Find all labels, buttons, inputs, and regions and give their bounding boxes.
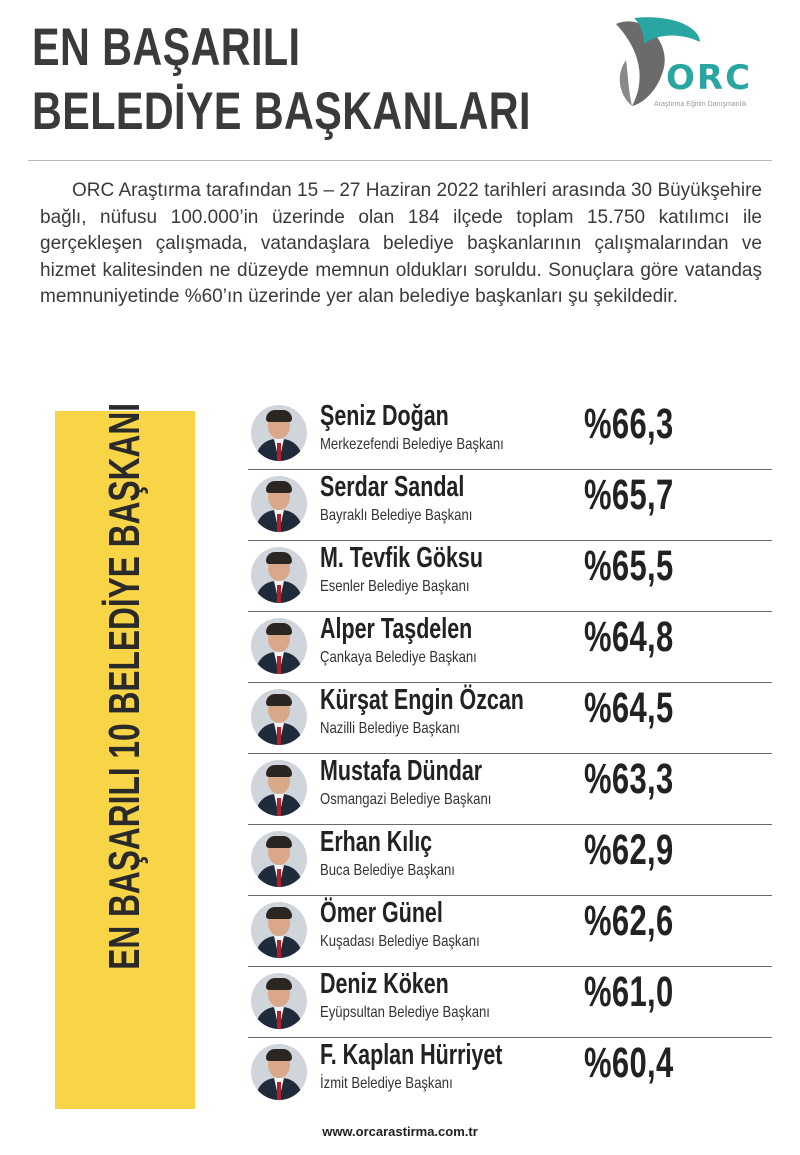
mayor-title: Bayraklı Belediye Başkanı [320,507,473,524]
avatar [251,689,307,745]
mayor-name: F. Kaplan Hürriyet [320,1039,503,1071]
mayor-name: M. Tevfik Göksu [320,542,483,574]
logo-tagline: Araştırma Eğitim Danışmanlık [654,101,747,108]
mayor-name: Mustafa Dündar [320,755,483,787]
avatar [251,831,307,887]
avatar [251,1044,307,1100]
avatar [251,760,307,816]
mayor-score: %63,3 [584,755,674,803]
list-item [248,895,772,967]
page-title [32,16,531,144]
title-line-1: EN BAŞARILI [32,18,301,77]
logo-wordmark: ORC [666,58,753,98]
list-item [248,753,772,825]
list-item [248,398,772,470]
mayor-score: %62,9 [584,826,674,874]
mayor-title: Eyüpsultan Belediye Başkanı [320,1004,490,1021]
mayor-score: %64,5 [584,684,674,732]
intro-paragraph: ORC Araştırma tarafından 15 – 27 Haziran 2022 tarihleri arasında 30 Büyükşehire bağlı, nüfusu 100.000’in üzerinde olan 184 ilçede toplam 15.750 katılımcı ile gerçekleşen çalışmada, vatandaşlara belediye başkanlarının çalışmalarından ve hizmet kalitesinden ne düzeyde memnun oldukları soruldu. Sonuçlara göre vatandaş memnuniyetinde %60’ın üzerinde yer alan belediye başkanları şu şekildedir. [40,180,762,307]
sidebar-banner-label [100,402,150,1080]
mayor-score: %60,4 [584,1039,674,1087]
mayor-name: Şeniz Doğan [320,400,449,432]
mayor-title: Esenler Belediye Başkanı [320,578,470,595]
mayor-title: Buca Belediye Başkanı [320,862,455,879]
title-line-2: BELEDİYE BAŞKANLARI [32,82,531,141]
mayor-title: Çankaya Belediye Başkanı [320,649,477,666]
list-item [248,682,772,754]
mayor-name: Ömer Günel [320,897,443,929]
list-item [248,966,772,1038]
list-item [248,824,772,896]
mayor-title: İzmit Belediye Başkanı [320,1075,453,1092]
list-item [248,611,772,683]
avatar [251,902,307,958]
mayor-name: Serdar Sandal [320,471,465,503]
list-item [248,469,772,541]
mayor-title: Osmangazi Belediye Başkanı [320,791,492,808]
mayor-name: Kürşat Engin Özcan [320,684,524,716]
mayor-title: Nazilli Belediye Başkanı [320,720,461,737]
mayor-name: Alper Taşdelen [320,613,473,645]
avatar [251,973,307,1029]
mayor-score: %61,0 [584,968,674,1016]
avatar [251,476,307,532]
avatar [251,405,307,461]
sidebar-banner-text: EN BAŞARILI 10 BELEDİYE BAŞKANI [100,402,149,970]
list-item [248,540,772,612]
mayor-name: Deniz Köken [320,968,449,1000]
mayor-score: %65,7 [584,471,674,519]
mayor-score: %66,3 [584,400,674,448]
mayor-score: %62,6 [584,897,674,945]
mayor-title: Kuşadası Belediye Başkanı [320,933,480,950]
mayor-title: Merkezefendi Belediye Başkanı [320,436,504,453]
avatar [251,618,307,674]
mayor-score: %64,8 [584,613,674,661]
mayor-name: Erhan Kılıç [320,826,433,858]
footer-url[interactable]: www.orcarastirma.com.tr [322,1124,478,1139]
mayor-score: %65,5 [584,542,674,590]
avatar [251,547,307,603]
list-item [248,1037,772,1109]
header-divider [28,160,772,161]
